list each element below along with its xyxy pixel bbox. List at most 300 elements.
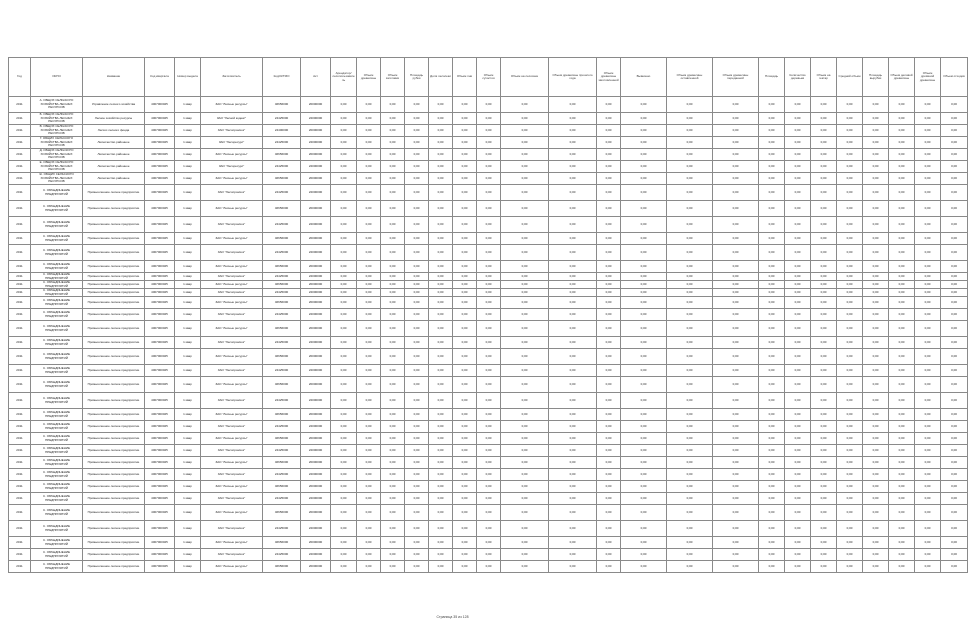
table-cell: 0,00 xyxy=(381,365,405,377)
table-cell: 0,00 xyxy=(405,309,429,321)
table-cell: 0,00 xyxy=(621,245,667,261)
table-cell: 0,00 xyxy=(863,161,889,173)
table-cell: С. ОБЪЕДИНЕНИЕ ПРЕДПРИЯТИЙ xyxy=(31,549,83,561)
table-cell: 0,00 xyxy=(785,201,811,217)
table-cell: 0,00 xyxy=(837,537,863,549)
table-cell: 46656000 xyxy=(263,433,301,445)
table-cell: 0,00 xyxy=(785,113,811,125)
table-cell: ЗАО "Лесные ресурсы" xyxy=(201,149,263,161)
table-cell: С. ОБЪЕДИНЕНИЕ ПРЕДПРИЯТИЙ xyxy=(31,433,83,445)
table-cell: 0,00 xyxy=(501,281,549,289)
column-header: Номер выдела xyxy=(175,58,201,97)
table-cell: 0,00 xyxy=(941,217,968,233)
table-cell: 0,00 xyxy=(785,297,811,309)
table-cell: 20000000 xyxy=(301,349,331,365)
table-cell: Б. ОБЩИХ СЕЛЬСКОГО ХОЗЯЙСТВА ЛЕСНЫХ РЕСУРСОВ xyxy=(31,113,83,125)
table-cell: Промышленное лесное предприятие xyxy=(83,377,145,393)
table-cell: С. ОБЪЕДИНЕНИЕ ПРЕДПРИЯТИЙ xyxy=(31,481,83,493)
table-cell: 0,00 xyxy=(477,365,501,377)
table-cell: 22000000 xyxy=(301,273,331,281)
table-cell: 0,00 xyxy=(597,113,621,125)
column-header: Объем на лесосеке xyxy=(501,58,549,97)
table-cell: 0,00 xyxy=(621,377,667,393)
table-row xyxy=(9,137,968,149)
table-cell: 0,00 xyxy=(381,469,405,481)
table-cell: ЗАО "Лесные ресурсы" xyxy=(201,97,263,113)
table-cell: ЗАО "Лесные ресурсы" xyxy=(201,457,263,469)
table-cell: 0,00 xyxy=(811,337,837,349)
column-header: Площадь рубки xyxy=(405,58,429,97)
table-cell: 0,00 xyxy=(837,137,863,149)
table-cell: 0,00 xyxy=(837,309,863,321)
table-cell: 24425000 xyxy=(263,185,301,201)
table-cell: 0,00 xyxy=(713,561,759,573)
table-cell: 0,00 xyxy=(597,149,621,161)
table-cell: С. ОБЪЕДИНЕНИЕ ПРЕДПРИЯТИЙ xyxy=(31,561,83,573)
table-cell: 0,00 xyxy=(477,521,501,537)
table-cell: 0,00 xyxy=(785,321,811,337)
table-cell: 0,00 xyxy=(405,493,429,505)
table-cell: 0,00 xyxy=(621,273,667,281)
table-cell: 22000000 xyxy=(301,421,331,433)
table-cell: 0,00 xyxy=(713,365,759,377)
table-cell: 0,00 xyxy=(863,365,889,377)
table-cell: 0,00 xyxy=(863,185,889,201)
table-cell: 0,00 xyxy=(915,149,941,161)
table-cell: 0,00 xyxy=(501,321,549,337)
table-cell: 0,00 xyxy=(941,173,968,185)
table-cell: 0,00 xyxy=(811,97,837,113)
table-cell: 0,00 xyxy=(549,245,597,261)
table-cell: 0,00 xyxy=(405,261,429,273)
table-cell: 0,00 xyxy=(429,97,453,113)
table-cell: 0,00 xyxy=(331,445,357,457)
table-cell: 22000000 xyxy=(301,393,331,409)
table-cell: 2011 xyxy=(9,297,31,309)
table-cell: 0,00 xyxy=(889,217,915,233)
table-cell: 0,00 xyxy=(837,481,863,493)
table-cell: 0,00 xyxy=(889,421,915,433)
table-cell: 0,00 xyxy=(837,161,863,173)
table-cell: 0,00 xyxy=(381,185,405,201)
table-cell: 0,00 xyxy=(357,505,381,521)
table-cell: ЗАО "Лесопромхоз" xyxy=(201,549,263,561)
table-cell: С. ОБЪЕДИНЕНИЕ ПРЕДПРИЯТИЙ xyxy=(31,445,83,457)
table-cell: 0,00 xyxy=(889,113,915,125)
table-cell: 0,00 xyxy=(837,393,863,409)
table-cell: 0,00 xyxy=(785,537,811,549)
table-cell: 0,00 xyxy=(381,433,405,445)
table-cell: 0,00 xyxy=(621,521,667,537)
table-cell: 0,00 xyxy=(667,289,713,297)
column-header: Объем отходов xyxy=(941,58,968,97)
table-cell: 46656000 xyxy=(263,97,301,113)
table-cell: 20000000 xyxy=(301,457,331,469)
table-cell: 0,00 xyxy=(429,245,453,261)
table-cell: 1 квар xyxy=(175,201,201,217)
table-cell: Лесное хозяйство ресурсы xyxy=(83,113,145,125)
table-cell: 0,00 xyxy=(915,245,941,261)
table-cell: 0,00 xyxy=(381,113,405,125)
table-cell: 0,00 xyxy=(713,445,759,457)
table-cell: 46656000 xyxy=(263,481,301,493)
table-cell: 0,00 xyxy=(941,137,968,149)
table-cell: 0,00 xyxy=(429,365,453,377)
table-cell: Д. ОБЩИХ СЕЛЬСКОГО ХОЗЯЙСТВА ЛЕСНЫХ РЕСУРСОВ xyxy=(31,149,83,161)
table-cell: 0,00 xyxy=(713,393,759,409)
table-cell: ЗАО "Лесопромхоз" xyxy=(201,421,263,433)
table-cell: 0,00 xyxy=(477,201,501,217)
table-cell: 4007000025 xyxy=(145,537,175,549)
table-cell: 0,00 xyxy=(941,537,968,549)
table-cell: 20000000 xyxy=(301,321,331,337)
table-cell: 0,00 xyxy=(621,185,667,201)
column-header: Объем деловой древесины xyxy=(889,58,915,97)
table-cell: 0,00 xyxy=(759,149,785,161)
table-cell: 0,00 xyxy=(331,185,357,201)
table-cell: 0,00 xyxy=(405,481,429,493)
table-cell: 0,00 xyxy=(863,549,889,561)
table-cell: 4007000025 xyxy=(145,433,175,445)
table-cell: 0,00 xyxy=(941,445,968,457)
page-footer: Страница 35 из 128 xyxy=(436,615,469,619)
table-cell: ЗАО "Лесные ресурсы" xyxy=(201,349,263,365)
table-cell: 0,00 xyxy=(837,337,863,349)
table-cell: 0,00 xyxy=(713,457,759,469)
table-cell: 0,00 xyxy=(477,493,501,505)
table-cell: 0,00 xyxy=(759,321,785,337)
table-cell: 0,00 xyxy=(331,433,357,445)
table-cell: 46656000 xyxy=(263,377,301,393)
table-cell: 0,00 xyxy=(429,469,453,481)
table-cell: 46656000 xyxy=(263,233,301,245)
table-cell: 0,00 xyxy=(759,445,785,457)
table-cell: 0,00 xyxy=(837,281,863,289)
table-cell: 0,00 xyxy=(357,201,381,217)
table-cell: 0,00 xyxy=(621,561,667,573)
table-cell: 0,00 xyxy=(501,537,549,549)
table-cell: 0,00 xyxy=(667,349,713,365)
table-cell: 0,00 xyxy=(915,185,941,201)
table-cell: 0,00 xyxy=(453,185,477,201)
table-cell: 0,00 xyxy=(331,469,357,481)
table-cell: 0,00 xyxy=(863,481,889,493)
table-cell: 0,00 xyxy=(863,245,889,261)
table-cell: 0,00 xyxy=(405,365,429,377)
table-cell: 0,00 xyxy=(331,321,357,337)
table-cell: 0,00 xyxy=(549,217,597,233)
table-cell: С. ОБЪЕДИНЕНИЕ ПРЕДПРИЯТИЙ xyxy=(31,309,83,321)
table-cell: 0,00 xyxy=(759,137,785,149)
table-cell: 1 квар xyxy=(175,97,201,113)
table-cell: 0,00 xyxy=(667,281,713,289)
table-cell: Промышленное лесное предприятие xyxy=(83,321,145,337)
table-cell: 0,00 xyxy=(863,505,889,521)
table-cell: 0,00 xyxy=(621,481,667,493)
table-cell: 0,00 xyxy=(405,281,429,289)
table-cell: 0,00 xyxy=(785,549,811,561)
table-cell: 2011 xyxy=(9,561,31,573)
table-cell: Промышленное лесное предприятие xyxy=(83,457,145,469)
table-cell: 0,00 xyxy=(477,377,501,393)
table-cell: 1 квар xyxy=(175,493,201,505)
table-cell: 0,00 xyxy=(429,161,453,173)
table-cell: 0,00 xyxy=(477,185,501,201)
table-cell: 0,00 xyxy=(331,457,357,469)
table-cell: 0,00 xyxy=(713,469,759,481)
table-cell: 0,00 xyxy=(453,445,477,457)
table-cell: 0,00 xyxy=(713,297,759,309)
table-cell: 0,00 xyxy=(429,173,453,185)
table-cell: 0,00 xyxy=(889,173,915,185)
table-cell: ЗАО "Лесопромхоз" xyxy=(201,393,263,409)
table-cell: 0,00 xyxy=(889,125,915,137)
table-cell: 0,00 xyxy=(621,549,667,561)
table-cell: 0,00 xyxy=(785,149,811,161)
table-cell: 0,00 xyxy=(501,125,549,137)
table-cell: С. ОБЪЕДИНЕНИЕ ПРЕДПРИЯТИЙ xyxy=(31,217,83,233)
table-row xyxy=(9,173,968,185)
table-cell: 0,00 xyxy=(381,349,405,365)
table-cell: 0,00 xyxy=(621,113,667,125)
table-cell: С. ОБЪЕДИНЕНИЕ ПРЕДПРИЯТИЙ xyxy=(31,537,83,549)
table-cell: 0,00 xyxy=(915,393,941,409)
table-cell: 0,00 xyxy=(405,377,429,393)
table-cell: 0,00 xyxy=(381,149,405,161)
table-cell: 0,00 xyxy=(785,261,811,273)
table-cell: 0,00 xyxy=(429,289,453,297)
table-cell: 0,00 xyxy=(889,261,915,273)
table-cell: 24425000 xyxy=(263,113,301,125)
table-cell: ЗАО "Лесопромхоз" xyxy=(201,217,263,233)
table-cell: 0,00 xyxy=(915,297,941,309)
table-cell: С. ОБЪЕДИНЕНИЕ ПРЕДПРИЯТИЙ xyxy=(31,245,83,261)
table-cell: 0,00 xyxy=(889,561,915,573)
table-cell: 0,00 xyxy=(811,549,837,561)
table-cell: 0,00 xyxy=(501,245,549,261)
table-cell: 24425000 xyxy=(263,161,301,173)
table-cell: 0,00 xyxy=(811,309,837,321)
table-cell: 46656000 xyxy=(263,537,301,549)
table-cell: 0,00 xyxy=(759,297,785,309)
table-cell: 0,00 xyxy=(405,409,429,421)
table-cell: 0,00 xyxy=(621,365,667,377)
table-cell: 22000000 xyxy=(301,185,331,201)
table-cell: Промышленное лесное предприятие xyxy=(83,233,145,245)
table-cell: 0,00 xyxy=(811,321,837,337)
table-row xyxy=(9,245,968,261)
table-cell: 0,00 xyxy=(941,125,968,137)
forest-report-table xyxy=(8,57,968,573)
table-cell: 0,00 xyxy=(453,457,477,469)
table-cell: 0,00 xyxy=(713,309,759,321)
table-cell: С. ОБЪЕДИНЕНИЕ ПРЕДПРИЯТИЙ xyxy=(31,233,83,245)
table-cell: 0,00 xyxy=(667,297,713,309)
table-cell: 0,00 xyxy=(759,349,785,365)
table-cell: 0,00 xyxy=(889,377,915,393)
table-row xyxy=(9,433,968,445)
table-cell: 2011 xyxy=(9,521,31,537)
table-cell: 0,00 xyxy=(621,217,667,233)
table-cell: 4007000025 xyxy=(145,201,175,217)
table-cell: 0,00 xyxy=(549,281,597,289)
table-cell: 0,00 xyxy=(405,289,429,297)
table-cell: 0,00 xyxy=(621,321,667,337)
table-cell: 0,00 xyxy=(501,521,549,537)
table-cell: Е. ОБЩИХ СЕЛЬСКОГО ХОЗЯЙСТВА ЛЕСНЫХ РЕСУРСОВ xyxy=(31,161,83,173)
table-cell: 0,00 xyxy=(597,505,621,521)
table-cell: 0,00 xyxy=(759,549,785,561)
table-cell: 20000000 xyxy=(301,481,331,493)
table-cell: 0,00 xyxy=(889,469,915,481)
table-cell: 0,00 xyxy=(381,161,405,173)
table-cell: 0,00 xyxy=(713,161,759,173)
table-cell: 0,00 xyxy=(915,289,941,297)
table-cell: 20000000 xyxy=(301,125,331,137)
table-row xyxy=(9,261,968,273)
column-header: Количество деревьев xyxy=(785,58,811,97)
table-cell: 0,00 xyxy=(429,457,453,469)
table-cell: Промышленное лесное предприятие xyxy=(83,433,145,445)
table-cell: 0,00 xyxy=(501,173,549,185)
table-cell: 4007000025 xyxy=(145,137,175,149)
table-cell: 0,00 xyxy=(501,217,549,233)
table-cell: 0,00 xyxy=(621,97,667,113)
table-cell: 0,00 xyxy=(863,173,889,185)
table-cell: С. ОБЪЕДИНЕНИЕ ПРЕДПРИЯТИЙ xyxy=(31,421,83,433)
table-row xyxy=(9,149,968,161)
table-cell: 0,00 xyxy=(357,273,381,281)
table-row xyxy=(9,445,968,457)
table-cell: 0,00 xyxy=(863,217,889,233)
table-cell: 0,00 xyxy=(331,561,357,573)
table-cell: 0,00 xyxy=(837,261,863,273)
table-cell: 0,00 xyxy=(759,481,785,493)
table-cell: 0,00 xyxy=(811,365,837,377)
table-cell: ЗАО "Лесоресурс" xyxy=(201,137,263,149)
table-cell: 0,00 xyxy=(501,233,549,245)
table-cell: 0,00 xyxy=(429,201,453,217)
table-cell: 1 квар xyxy=(175,561,201,573)
table-cell: 4007000025 xyxy=(145,149,175,161)
table-cell: 20000000 xyxy=(301,297,331,309)
table-cell: 2011 xyxy=(9,125,31,137)
table-cell: 0,00 xyxy=(785,309,811,321)
table-cell: 0,00 xyxy=(713,201,759,217)
table-cell: 0,00 xyxy=(453,421,477,433)
table-cell: 0,00 xyxy=(357,457,381,469)
table-cell: 0,00 xyxy=(889,349,915,365)
table-cell: 0,00 xyxy=(429,273,453,281)
table-cell: 1 квар xyxy=(175,137,201,149)
table-cell: 0,00 xyxy=(501,433,549,445)
table-cell: 0,00 xyxy=(785,337,811,349)
table-cell: 0,00 xyxy=(597,365,621,377)
table-cell: 0,00 xyxy=(501,273,549,281)
table-cell: 0,00 xyxy=(501,561,549,573)
table-cell: 2011 xyxy=(9,537,31,549)
table-cell: 0,00 xyxy=(915,505,941,521)
table-cell: 0,00 xyxy=(811,469,837,481)
table-cell: ЗАО "Лесные ресурсы" xyxy=(201,377,263,393)
table-cell: 20000000 xyxy=(301,261,331,273)
table-cell: 0,00 xyxy=(941,261,968,273)
table-cell: 0,00 xyxy=(381,493,405,505)
table-cell: 2011 xyxy=(9,137,31,149)
table-cell: 1 квар xyxy=(175,217,201,233)
table-cell: 0,00 xyxy=(453,481,477,493)
column-header: Объем пни xyxy=(453,58,477,97)
table-cell: 0,00 xyxy=(597,125,621,137)
table-cell: 4007000025 xyxy=(145,365,175,377)
table-cell: 0,00 xyxy=(713,97,759,113)
table-cell: 0,00 xyxy=(811,125,837,137)
table-cell: 2011 xyxy=(9,289,31,297)
table-cell: С. ОБЪЕДИНЕНИЕ ПРЕДПРИЯТИЙ xyxy=(31,349,83,365)
table-cell: 0,00 xyxy=(381,289,405,297)
table-cell: ЗАО "Лесные ресурсы" xyxy=(201,321,263,337)
table-cell: 0,00 xyxy=(549,349,597,365)
table-cell: 0,00 xyxy=(453,173,477,185)
table-cell: 0,00 xyxy=(453,201,477,217)
table-row xyxy=(9,185,968,201)
table-cell: 0,00 xyxy=(405,445,429,457)
table-row xyxy=(9,549,968,561)
table-cell: 0,00 xyxy=(837,245,863,261)
table-cell: 0,00 xyxy=(597,309,621,321)
table-cell: 0,00 xyxy=(759,261,785,273)
table-cell: 0,00 xyxy=(357,97,381,113)
table-cell: 0,00 xyxy=(597,297,621,309)
table-cell: 4007000025 xyxy=(145,321,175,337)
table-cell: 0,00 xyxy=(453,233,477,245)
table-cell: С. ОБЪЕДИНЕНИЕ ПРЕДПРИЯТИЙ xyxy=(31,505,83,521)
table-cell: 22000000 xyxy=(301,113,331,125)
table-cell: С. ОБЪЕДИНЕНИЕ ПРЕДПРИЯТИЙ xyxy=(31,201,83,217)
table-cell: 0,00 xyxy=(405,125,429,137)
table-cell: 2011 xyxy=(9,365,31,377)
table-cell: 0,00 xyxy=(889,289,915,297)
table-cell: 0,00 xyxy=(941,289,968,297)
table-cell: 0,00 xyxy=(785,561,811,573)
table-cell: 0,00 xyxy=(863,261,889,273)
table-cell: 1 квар xyxy=(175,149,201,161)
table-cell: 0,00 xyxy=(915,549,941,561)
table-cell: 0,00 xyxy=(713,433,759,445)
table-cell: 0,00 xyxy=(785,233,811,245)
table-cell: 0,00 xyxy=(915,421,941,433)
table-cell: 0,00 xyxy=(357,185,381,201)
table-cell: 0,00 xyxy=(331,537,357,549)
table-cell: 0,00 xyxy=(811,481,837,493)
table-cell: 0,00 xyxy=(477,113,501,125)
table-cell: 0,00 xyxy=(941,505,968,521)
table-cell: 1 квар xyxy=(175,173,201,185)
table-cell: 0,00 xyxy=(785,349,811,365)
table-cell: 0,00 xyxy=(597,273,621,281)
table-cell: ЗАО "Лесные ресурсы" xyxy=(201,281,263,289)
table-cell: 0,00 xyxy=(863,297,889,309)
table-cell: 0,00 xyxy=(331,245,357,261)
table-cell: 0,00 xyxy=(811,505,837,521)
table-cell: 0,00 xyxy=(501,409,549,421)
table-cell: 4007000025 xyxy=(145,161,175,173)
table-cell: 0,00 xyxy=(549,137,597,149)
table-cell: С. ОБЪЕДИНЕНИЕ ПРЕДПРИЯТИЙ xyxy=(31,281,83,289)
table-cell: 0,00 xyxy=(889,149,915,161)
table-cell: 0,00 xyxy=(713,481,759,493)
table-cell: 0,00 xyxy=(357,289,381,297)
